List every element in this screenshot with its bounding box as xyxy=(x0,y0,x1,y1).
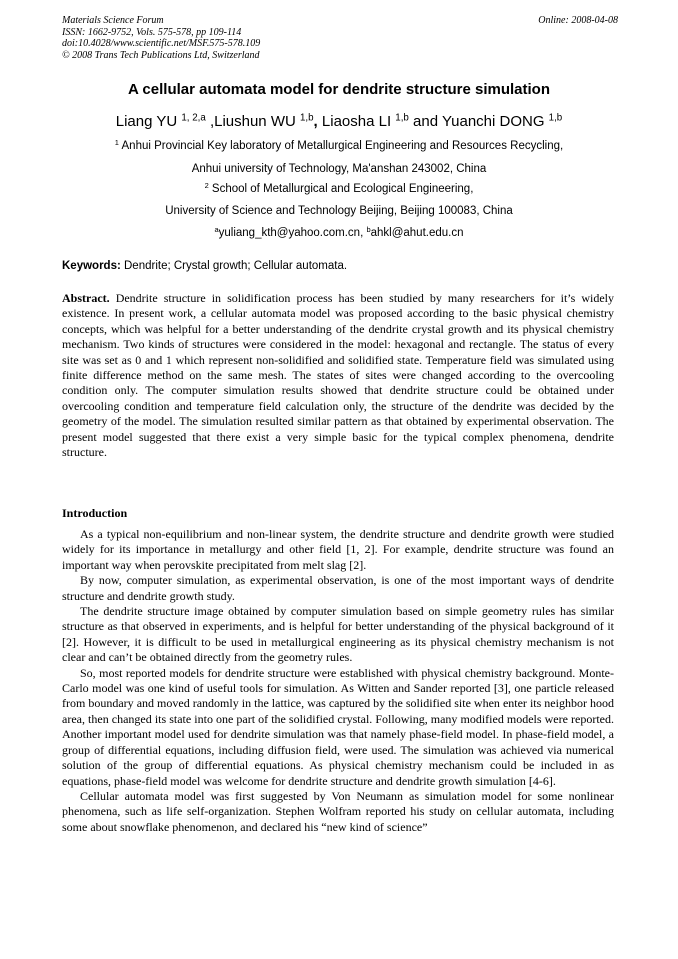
email-line xyxy=(0,224,678,239)
abstract-label: Abstract. xyxy=(62,291,110,305)
journal-header xyxy=(62,15,618,61)
author-affiliation-mark: 1,b xyxy=(548,112,563,124)
issn-line: ISSN: 1662-9752, Vols. 575-578, pp 109-114 xyxy=(62,26,242,38)
email-mark: a xyxy=(214,224,219,234)
online-date: Online: 2008-04-08 xyxy=(538,15,618,26)
author-affiliation-mark: 1, 2,a xyxy=(181,112,206,124)
author-affiliation-mark: 1,b xyxy=(395,112,409,124)
email-address: yuliang_kth@yahoo.com.cn, xyxy=(218,227,367,239)
affiliation-2-line-2: University of Science and Technology Beijing, Beijing 100083, China xyxy=(165,205,513,217)
affiliation-text: Anhui Provincial Key laboratory of Metallurgical Engineering and Resources Recycling, xyxy=(118,140,564,152)
author-conjunction: and xyxy=(408,113,442,130)
affiliation-2-line-1 xyxy=(0,180,678,195)
section-heading-introduction: Introduction xyxy=(62,506,128,520)
author-name: Yuanchi DONG xyxy=(441,113,545,130)
paper-title: A cellular automata model for dendrite structure simulation xyxy=(127,81,551,98)
keywords-text: Dendrite; Crystal growth; Cellular automata. xyxy=(120,260,348,272)
abstract-text: Dendrite structure in solidification process has been studied by many researchers for it’s widely existence. In present work, a cellular automata model was proposed according to the basic physical chemistry concepts, which was helpful for a better understanding of the dendrite crystal growth and its physical chemistry mechanism. Two kinds of structures were considered in the model: hexagonal and rectangle. The status of every site was set as 0 and 1 which represent non-solidified and solidified state. Temperature field was simulated using finite difference method on the same mesh. The states of sites were changed according to the overcooling condition only. The computer simulation results showed that dendrite structure could be obtained under overcooling condition and temperature field calculation only, the structure of the dendrite was decided by the geometry of the model. The simulation resulted similar pattern as that obtained by experimental observation. The present model suggested that there exist a very simple basic for the typical complex phenomena, dendrite structure. xyxy=(62,291,614,460)
paragraph: By now, computer simulation, as experimental observation, is one of the most important ways of dendrite structure and dendrite growth study. xyxy=(62,573,614,603)
author-separator: , xyxy=(313,113,322,130)
affiliation-mark: 2 xyxy=(204,180,209,190)
affiliation-text: School of Metallurgical and Ecological Engineering, xyxy=(208,183,474,195)
affiliation-1-line-2: Anhui university of Technology, Ma'anshan 243002, China xyxy=(191,163,487,175)
keywords-line xyxy=(62,260,347,272)
paragraph: As a typical non-equilibrium and non-linear system, the dendrite structure and dendrite growth were studied widely for its importance in metallurgy and other field [1, 2]. For example, dendrite structure was found an important way when perovskite precipitated from melt slag [2]. xyxy=(62,527,614,572)
affiliation-mark: 1 xyxy=(114,137,119,147)
email-mark: b xyxy=(366,224,371,234)
author-affiliation-mark: 1,b xyxy=(299,112,314,124)
author-name: Liaosha LI xyxy=(321,113,392,130)
paragraph: The dendrite structure image obtained by computer simulation based on simple geometry rules has similar structure as that observed in experiments, and is helpful for better understanding of the physical background of it [2]. However, it is difficult to be used in metallurgical engineering as its physical chemistry mechanism is not clear and can’t be obtained directly from the geometry rules. xyxy=(62,604,614,665)
introduction-body xyxy=(62,527,614,835)
email-address: ahkl@ahut.edu.cn xyxy=(370,227,464,239)
abstract xyxy=(62,291,614,460)
journal-name: Materials Science Forum xyxy=(62,15,164,26)
author-name: Liang YU xyxy=(115,113,178,130)
author-name: ,Liushun WU xyxy=(209,113,296,130)
paragraph: Cellular automata model was first suggested by Von Neumann as simulation model for some nonlinear phenomena, such as life self-organization. Stephen Wolfram reported his study on cellular automata, including some about snowflake phenomenon, and declared his “new kind of science” xyxy=(62,788,614,834)
doi-line: doi:10.4028/www.scientific.net/MSF.575-578.109 xyxy=(62,38,261,49)
author-line xyxy=(0,113,678,130)
paragraph: So, most reported models for dendrite structure were established with physical chemistry background. Monte-Carlo model was one kind of useful tools for simulation. As Witten and Sander reported [3], one particle released from boundary and moved randomly in the lattice, was captured by the solidified site when enter its neighbor hood area, then changed its state into one part of the solidified crystal. Following, many modified models were reported. Another important model used for dendrite simulation was that namely phase-field model. In phase-field model, a group of differential equations, including diffusion field, were used. The simulation was achieved via numerical solution of the group of differential equations. As physical chemistry mechanism could be included in as equations, phase-field model was welcome for dendrite structure and dendrite growth simulation [4-6]. xyxy=(62,665,614,788)
copyright-line: © 2008 Trans Tech Publications Ltd, Switzerland xyxy=(62,49,260,61)
keywords-label: Keywords: xyxy=(62,260,121,272)
affiliation-1-line-1 xyxy=(0,137,678,152)
